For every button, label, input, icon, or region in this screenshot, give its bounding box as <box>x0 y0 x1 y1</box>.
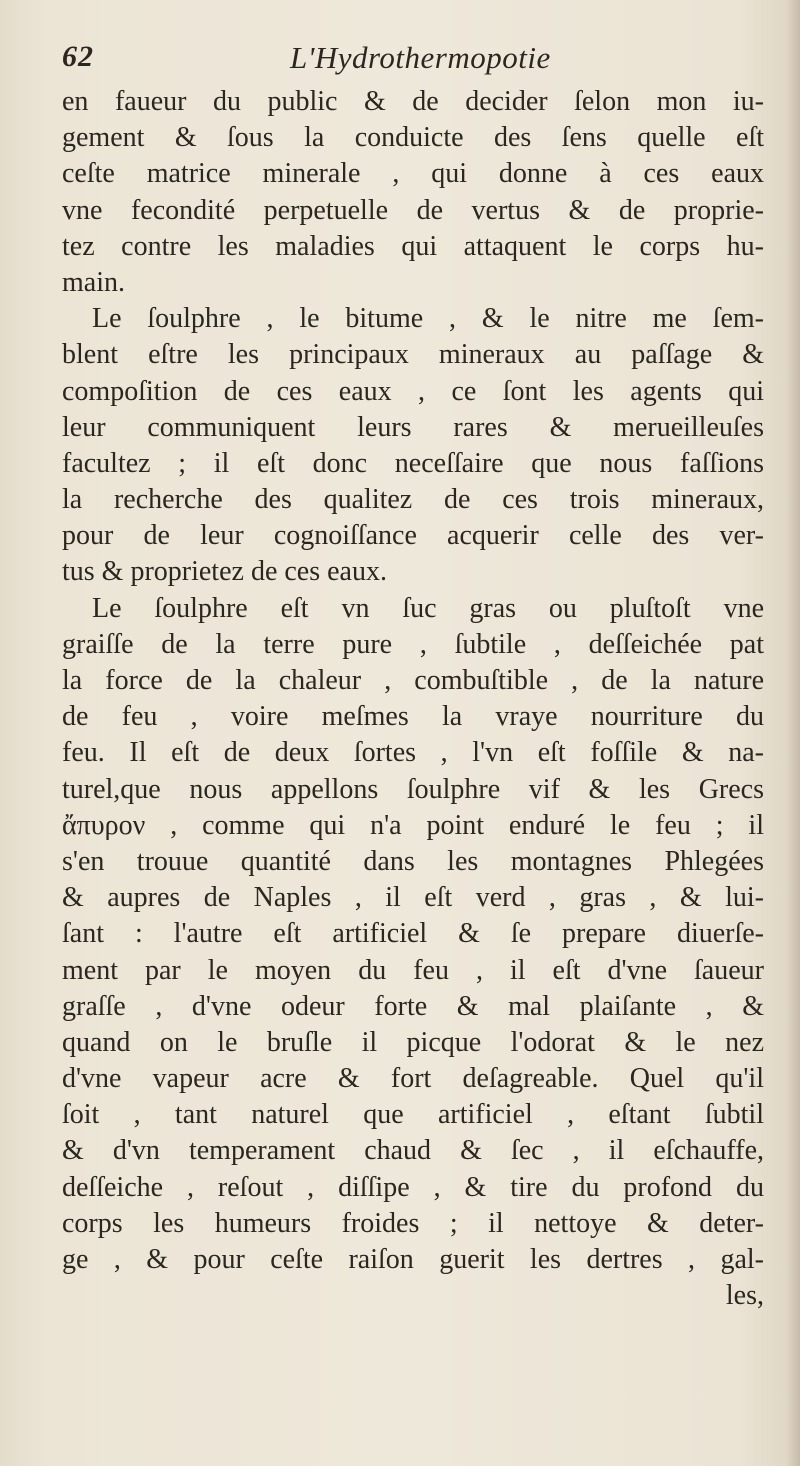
catchword: les, <box>725 1280 764 1312</box>
text-line: deſſeiche , reſout , diſſipe , & tire du profond du <box>62 1171 764 1203</box>
text-line: ment par le moyen du feu , il eſt d'vne ſaueur <box>62 954 764 986</box>
body-text <box>62 84 764 1314</box>
text-line: gement & ſous la conduicte des ſens quelle eſt <box>62 122 764 154</box>
text-line: turel,que nous appellons ſoulphre vif & les Grecs <box>62 773 764 805</box>
running-head <box>62 40 762 84</box>
text-line: main. <box>62 266 125 298</box>
text-line: feu. Il eſt de deux ſortes , l'vn eſt foſſile & na- <box>62 737 764 769</box>
text-line: la recherche des qualitez de ces trois mineraux, <box>62 484 764 516</box>
text-line: ge , & pour ceſte raiſon guerit les dertres , gal- <box>62 1244 764 1275</box>
text-line: pour de leur cognoiſſance acquerir celle des ver- <box>62 520 764 552</box>
text-line: blent eſtre les principaux mineraux au paſſage & <box>62 339 764 371</box>
page-number: 62 <box>62 40 94 73</box>
text-line: ſoit , tant naturel que artificiel , eſtant ſubtil <box>62 1099 764 1131</box>
text-line: corps les humeurs froides ; il nettoye & deter- <box>62 1207 764 1239</box>
text-line: graſſe , d'vne odeur forte & mal plaiſante , & <box>62 990 764 1022</box>
text-line: Le ſoulphre eſt vn ſuc gras ou pluſtoſt vne <box>92 592 764 624</box>
text-line: graiſſe de la terre pure , ſubtile , deſſeichée pat <box>62 628 764 660</box>
text-line: ſant : l'autre eſt artificiel & ſe prepare diuerſe- <box>62 918 764 950</box>
text-line: facultez ; il eſt donc neceſſaire que nous faſſions <box>62 447 764 479</box>
text-line: d'vne vapeur acre & fort deſagreable. Quel qu'il <box>62 1063 764 1095</box>
text-line: ἄπυρον , comme qui n'a point enduré le feu ; il <box>62 809 764 841</box>
text-line: vne fecondité perpetuelle de vertus & de proprie- <box>62 194 764 226</box>
text-line: & aupres de Naples , il eſt verd , gras , & lui- <box>62 882 764 914</box>
text-line: & d'vn temperament chaud & ſec , il eſchauffe, <box>62 1135 764 1167</box>
running-title: L'Hydrothermopotie <box>290 40 551 75</box>
text-line: tus & proprietez de ces eaux. <box>62 556 387 588</box>
text-line: de feu , voire meſmes la vraye nourriture du <box>62 701 764 733</box>
text-line: Le ſoulphre , le bitume , & le nitre me ſem- <box>92 303 764 335</box>
text-line: tez contre les maladies qui attaquent le corps hu- <box>62 230 764 262</box>
text-line: leur communiquent leurs rares & merueilleuſes <box>62 411 764 443</box>
text-line: s'en trouue quantité dans les montagnes Phlegées <box>62 845 764 877</box>
text-line: compoſition de ces eaux , ce ſont les agents qui <box>62 375 764 407</box>
page-edge-shadow <box>786 0 800 1466</box>
text-line: quand on le bruſle il picque l'odorat & le nez <box>62 1026 764 1058</box>
text-line: en faueur du public & de decider ſelon mon iu- <box>62 86 764 117</box>
text-line: ceſte matrice minerale , qui donne à ces eaux <box>62 158 764 190</box>
text-line: la force de la chaleur , combuſtible , de la nature <box>62 665 764 696</box>
